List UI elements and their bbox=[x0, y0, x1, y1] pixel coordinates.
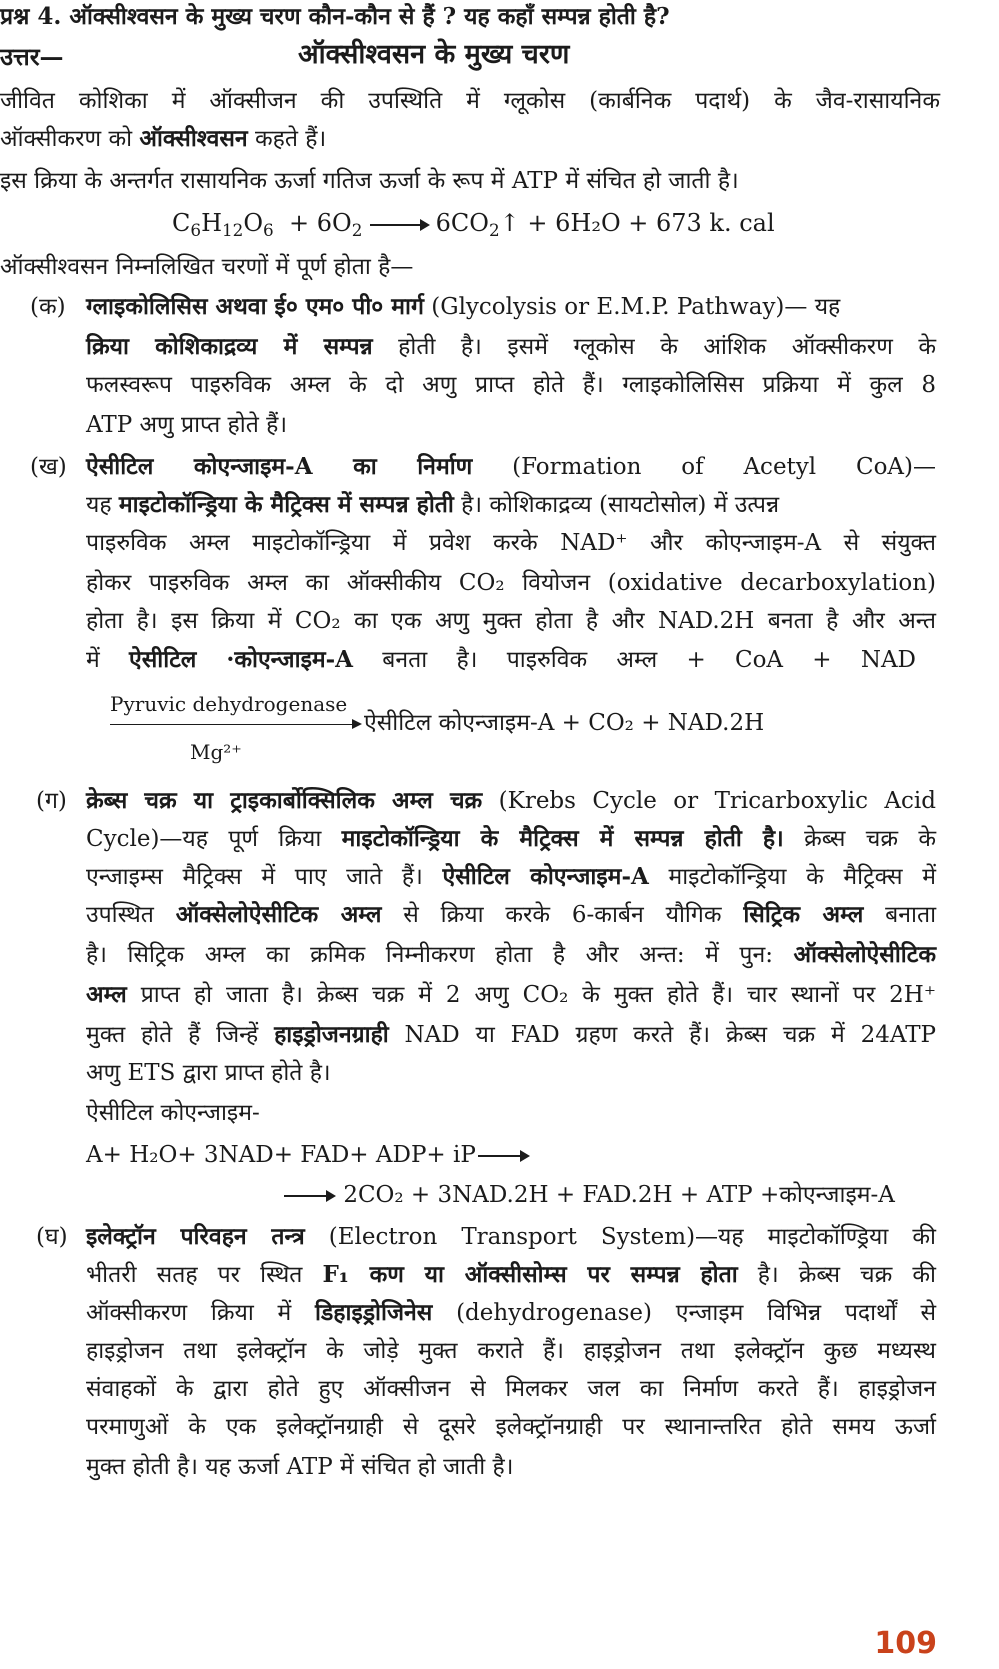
reaction-arrow-head bbox=[352, 719, 362, 729]
step-gha-mark: (घ) bbox=[36, 1224, 68, 1250]
step-kha-line-6: में ऐसीटिल ·कोएन्जाइम-A बनता है। पाइरुविक अम्ल + CoA + NAD bbox=[86, 646, 916, 673]
step-ga-line-4: उपस्थित ऑक्सेलोऐसीटिक अम्ल से क्रिया करके 6-कार्बन यौगिक सिट्रिक अम्ल बनाता bbox=[86, 901, 937, 928]
step-kha-line-3: पाइरुविक अम्ल माइटोकॉन्ड्रिया में प्रवेश करके NAD⁺ और कोएन्जाइम-A से संयुक्त bbox=[86, 530, 936, 556]
answer-label: उत्तर— bbox=[0, 42, 64, 71]
reaction-arrow-line bbox=[110, 724, 354, 725]
question-number: प्रश्न 4. bbox=[0, 3, 62, 30]
krebs-products: 2CO₂ + 3NAD.2H + FAD.2H + ATP +कोएन्जाइम-A bbox=[282, 1180, 895, 1210]
step-gha-line-5: संवाहकों के द्वारा होते हुए ऑक्सीजन से मिलकर जल का निर्माण करते हैं। हाइड्रोजन bbox=[86, 1376, 936, 1402]
intro-line-3: इस क्रिया के अन्तर्गत रासायनिक ऊर्जा गतिज ऊर्जा के रूप में ATP में संचित हो जाती है। bbox=[0, 168, 739, 194]
intro-line-2: ऑक्सीकरण को ऑक्सीश्वसन कहते हैं। bbox=[0, 125, 327, 152]
step-ga-line-7: मुक्त होते हैं जिन्हें हाइड्रोजनग्राही NAD या FAD ग्रहण करते हैं। क्रेब्स चक्र में 24ATP bbox=[86, 1021, 937, 1048]
step-ka-title: ग्लाइकोलिसिस अथवा ई० एम० पी० मार्ग bbox=[86, 293, 424, 320]
question-text: ऑक्सीश्वसन के मुख्य चरण कौन-कौन से हैं ? यह कहाँ सम्पन्न होती है? bbox=[69, 3, 670, 30]
step-ka-line-1: ग्लाइकोलिसिस अथवा ई० एम० पी० मार्ग (Glycolysis or E.M.P. Pathway)— यह bbox=[86, 293, 841, 320]
respiration-equation: $C_6H_{12}O_6 + 6O_2$ $6CO_2↑ + 6H_2O + 673$ k. cal bbox=[172, 209, 775, 241]
equation-tail: + 6H₂O + 673 k. cal bbox=[527, 209, 775, 237]
step-gha-line-6: परमाणुओं के एक इलेक्ट्रॉनग्राही से दूसरे इलेक्ट्रॉनग्राही पर स्थानान्तरित होते समय ऊर्जा bbox=[86, 1414, 936, 1440]
step-ka-line-4: ATP अणु प्राप्त होते हैं। bbox=[86, 412, 288, 438]
step-ga-line-3: एन्जाइम्स मैट्रिक्स में पाए जाते हैं। ऐसीटिल कोएन्जाइम-A माइटोकॉन्ड्रिया के मैट्रिक्स में bbox=[86, 863, 936, 890]
page-number: 109 bbox=[874, 1626, 937, 1661]
term-oxy-respiration: ऑक्सीश्वसन bbox=[139, 125, 248, 152]
step-ga-line-9: ऐसीटिल कोएन्जाइम- bbox=[86, 1100, 260, 1126]
step-ga-line-2: Cycle)—यह पूर्ण क्रिया माइटोकॉन्ड्रिया के मैट्रिक्स में सम्पन्न होती है। क्रेब्स चक्र के bbox=[86, 825, 937, 852]
step-gha-title: इलेक्ट्रॉन परिवहन तन्त्र bbox=[86, 1223, 305, 1250]
intro-line-1: जीवित कोशिका में ऑक्सीजन की उपस्थिति में ग्लूकोस (कार्बनिक पदार्थ) के जैव-रासायनिक bbox=[0, 88, 940, 114]
enzyme-label: Pyruvic dehydrogenase bbox=[110, 692, 348, 716]
step-gha-line-7: मुक्त होती है। यह ऊर्जा ATP में संचित हो जाती है। bbox=[86, 1454, 514, 1480]
krebs-arrow-1 bbox=[478, 1155, 528, 1157]
step-gha-line-1: इलेक्ट्रॉन परिवहन तन्त्र (Electron Transport System)—यह माइटोकॉण्ड्रिया की bbox=[86, 1223, 936, 1250]
step-ga-line-1: क्रेब्स चक्र या ट्राइकार्बोक्सिलिक अम्ल चक्र (Krebs Cycle or Tricarboxylic Acid bbox=[86, 787, 936, 814]
step-ka-line-3: फलस्वरूप पाइरुविक अम्ल के दो अणु प्राप्त होते हैं। ग्लाइकोलिसिस प्रक्रिया में कुल 8 bbox=[86, 372, 936, 398]
intro-line-4: ऑक्सीश्वसन निम्नलिखित चरणों में पूर्ण होता है— bbox=[0, 254, 414, 280]
step-ka-line-2: क्रिया कोशिकाद्रव्य में सम्पन्न होती है। इसमें ग्लूकोस के आंशिक ऑक्सीकरण के bbox=[86, 333, 937, 360]
step-ga-mark: (ग) bbox=[36, 788, 67, 814]
step-kha-mark: (ख) bbox=[30, 454, 67, 480]
question-line bbox=[0, 2, 670, 32]
step-kha-line-4: होकर पाइरुविक अम्ल का ऑक्सीकीय CO₂ वियोजन (oxidative decarboxylation) bbox=[86, 570, 936, 596]
step-gha-line-4: हाइड्रोजन तथा इलेक्ट्रॉन के जोड़े मुक्त कराते हैं। हाइड्रोजन तथा इलेक्ट्रॉन कुछ मध्यस्थ bbox=[86, 1338, 936, 1364]
step-kha-title: ऐसीटिल कोएन्जाइम-A का निर्माण bbox=[86, 453, 473, 480]
step-ga-title: क्रेब्स चक्र या ट्राइकार्बोक्सिलिक अम्ल चक्र bbox=[86, 787, 483, 814]
step-kha-line-5: होता है। इस क्रिया में CO₂ का एक अणु मुक्त होता है और NAD.2H बनता है और अन्त bbox=[86, 608, 936, 634]
step-kha-line-1: ऐसीटिल कोएन्जाइम-A का निर्माण (Formation of Acetyl CoA)— bbox=[86, 453, 937, 480]
step-ga-line-5: है। सिट्रिक अम्ल का क्रमिक निम्नीकरण होता है और अन्त: में पुन: ऑक्सेलोऐसीटिक bbox=[86, 941, 936, 968]
krebs-reactants: A+ H₂O+ 3NAD+ FAD+ ADP+ iP bbox=[86, 1140, 530, 1170]
step-ka-mark: (क) bbox=[30, 294, 66, 320]
step-kha-line-2: यह माइटोकॉन्ड्रिया के मैट्रिक्स में सम्पन्न होती है। कोशिकाद्रव्य (सायटोसोल) में उत्पन्न bbox=[86, 491, 780, 518]
acetyl-coa-products: ऐसीटिल कोएन्जाइम-A + CO₂ + NAD.2H bbox=[364, 710, 765, 736]
cofactor-label: Mg²⁺ bbox=[190, 740, 242, 764]
step-ga-line-8: अणु ETS द्वारा प्राप्त होते है। bbox=[86, 1060, 331, 1086]
krebs-arrow-2 bbox=[284, 1195, 334, 1197]
step-gha-line-3: ऑक्सीकरण क्रिया में डिहाइड्रोजिनेस (dehydrogenase) एन्जाइम विभिन्न पदार्थों से bbox=[86, 1299, 936, 1326]
step-gha-line-2: भीतरी सतह पर स्थित F₁ कण या ऑक्सीसोम्स पर सम्पन्न होता है। क्रेब्स चक्र की bbox=[86, 1261, 937, 1288]
answer-heading: ऑक्सीश्वसन के मुख्य चरण bbox=[298, 39, 570, 70]
step-ga-line-6: अम्ल प्राप्त हो जाता है। क्रेब्स चक्र में 2 अणु CO₂ के मुक्त होते हैं। चार स्थानों पर 2H⁺ bbox=[86, 981, 936, 1008]
